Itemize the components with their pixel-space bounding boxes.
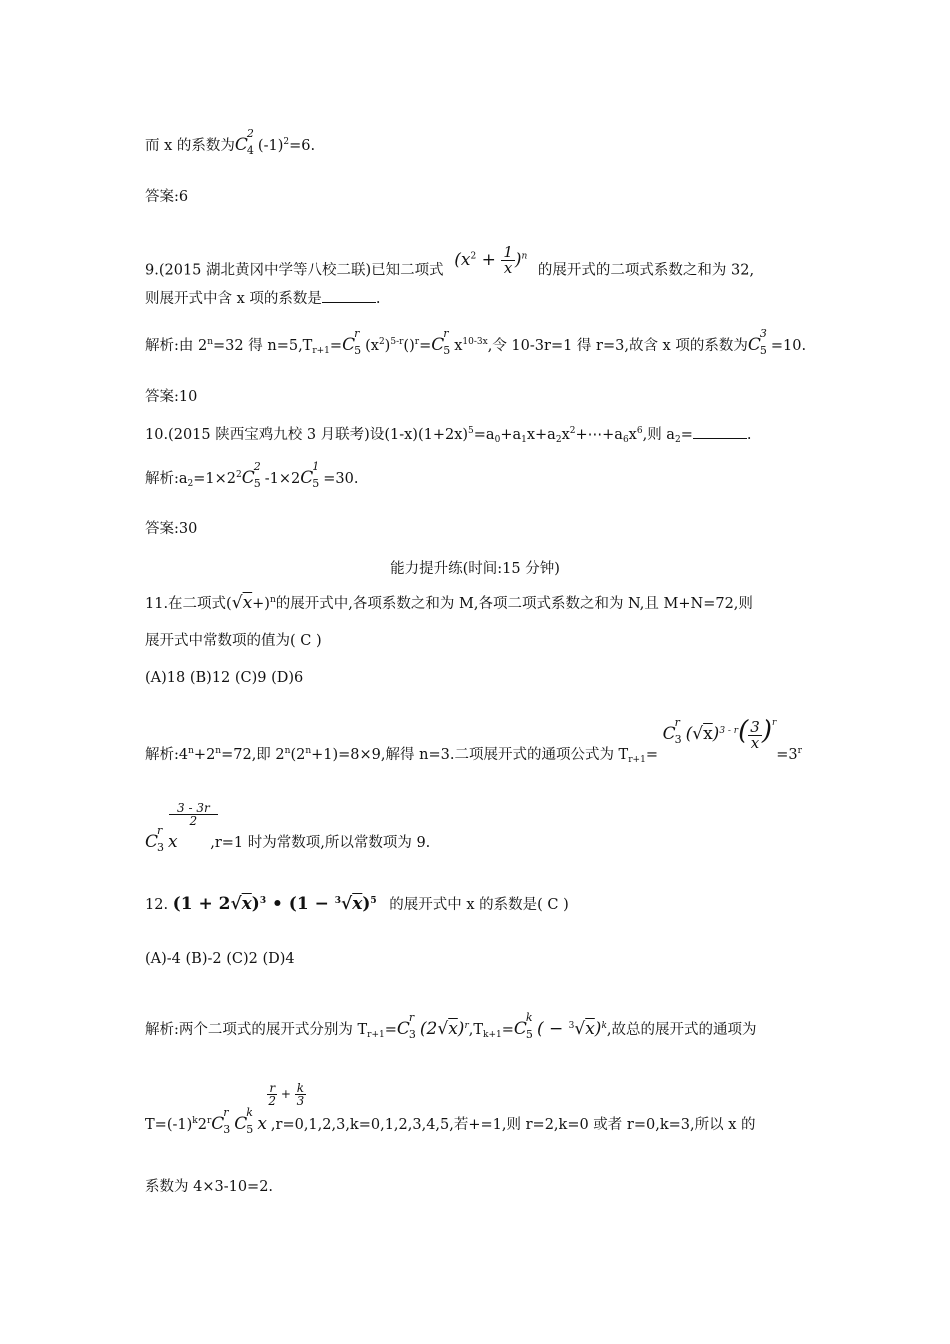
answer-blank[interactable] [322, 301, 376, 303]
question-11-options: (A)18 (B)12 (C)9 (D)6 [145, 670, 304, 686]
analysis-10: 解析$:a_2=1\times 2^2C$ 2 5 -1×2C 1 5 =30. [145, 460, 359, 490]
line-coefficient-x: 而 x 的系数为C 2 4 $(-1)^2=6$. [145, 127, 316, 157]
product-expression: $(1 + 2√x)^3$ • $(1 - ^3√x)^5$ [172, 894, 377, 914]
binomial-expression: ($x^2$ + $\frac{1}{x}$ )$^n$ [454, 243, 528, 277]
term-c3r-x: C r 3 x $\frac{3 - 3r}{2}$ [145, 834, 178, 851]
question-12-options: (A)-4 (B)-2 (C)2 (D)4 [145, 951, 295, 967]
combination-c53: C 3 5 [747, 327, 767, 357]
combination-c42: C 2 4 [234, 127, 254, 157]
analysis-12: 解析:两个二项式的展开式分别为 $T_{r+1}=C$ r 3 $(2√x)^r,T_{k+1}=C$ k 5 ( − $^3$√x)$^k$,故总的展开式的通项为 [145, 1011, 757, 1041]
combination-c5r: C r 5 [342, 327, 362, 357]
question-10: 10.(2015 陕西宝鸡九校 3 月联考)设$(1-x)(1+2x)^5=a_0+a_1x+a_2x^2+\cdots+a_6x^6$,则 $a_2=$ . [145, 426, 752, 445]
analysis-9: 解析:由 $2^n=32$ 得 $n=5,T_{r+1}=C$ r 5 $(x^2)^{5-r}()^r=C$ r 5 $x^{10-3x}$,令 10-3r=1 得 r=3,故含 x 项的系数为C 3 5 =10. [145, 327, 807, 357]
sqrt-x: √x [231, 593, 253, 613]
combination-c51: C 1 5 [300, 460, 320, 490]
combination-c5r-b: C r 5 [431, 327, 451, 357]
answer-9: 答案:10 [145, 389, 198, 405]
question-12: 12. $(1 + 2√x)^3$ • $(1 - ^3√x)^5$ 的展开式中 x 的系数是( C ) [145, 894, 569, 914]
answer-blank-10[interactable] [693, 437, 747, 439]
combination-c52: C 2 5 [241, 460, 261, 490]
section-title: 能力提升练(时间:15 分钟) [390, 561, 560, 577]
general-term-11: C r 3 $(√x)^{3 - r}$( $\frac{3}{x}$ )$^r$ [662, 716, 777, 752]
analysis-11: 解析$:4^n+2^n=72$,即 $2^n(2^n+1)=8\times 9$,解得 n=3.二项展开式的通项公式为 $T_{r+1}= C$ r 3 $(√x)^{3 - r}$( $\frac{3}{x}$ )$^r=3^r$ [145, 716, 802, 765]
question-11-line2: 展开式中常数项的值为( C ) [145, 633, 322, 649]
answer-10: 答案:30 [145, 521, 198, 537]
question-11: 11.在二项式$(√x+)^n$的展开式中,各项系数之和为 M,各项二项式系数之和为 N,且 M+N=72,则 [145, 593, 753, 613]
analysis-11-line2: C r 3 x $\frac{3 - 3r}{2}$ ,r=1 时为常数项,所以常数项为 9. [145, 801, 431, 854]
question-9-line2: 则展开式中含 x 项的系数是 . [145, 291, 381, 307]
answer-8: 答案:6 [145, 189, 189, 205]
analysis-12-term: $T=(-1)^k2^rC$ r 3 C k 5 x $\frac{r}{2}$ + $\frac{k}{3}$ ,r=0,1,2,3,k=0,1,2,3,4,5,若+=1,则 r=2,k=0 或者 r=0,k=3,所以 x 的 [145, 1081, 756, 1136]
question-9: 9.(2015 湖北黄冈中学等八校二联)已知二项式 ($x^2$ + $\frac{1}{x}$ )$^n$ 的展开式的二项式系数之和为 32, [145, 243, 755, 279]
analysis-12-last: 系数为 4×3-10=2. [145, 1179, 274, 1195]
